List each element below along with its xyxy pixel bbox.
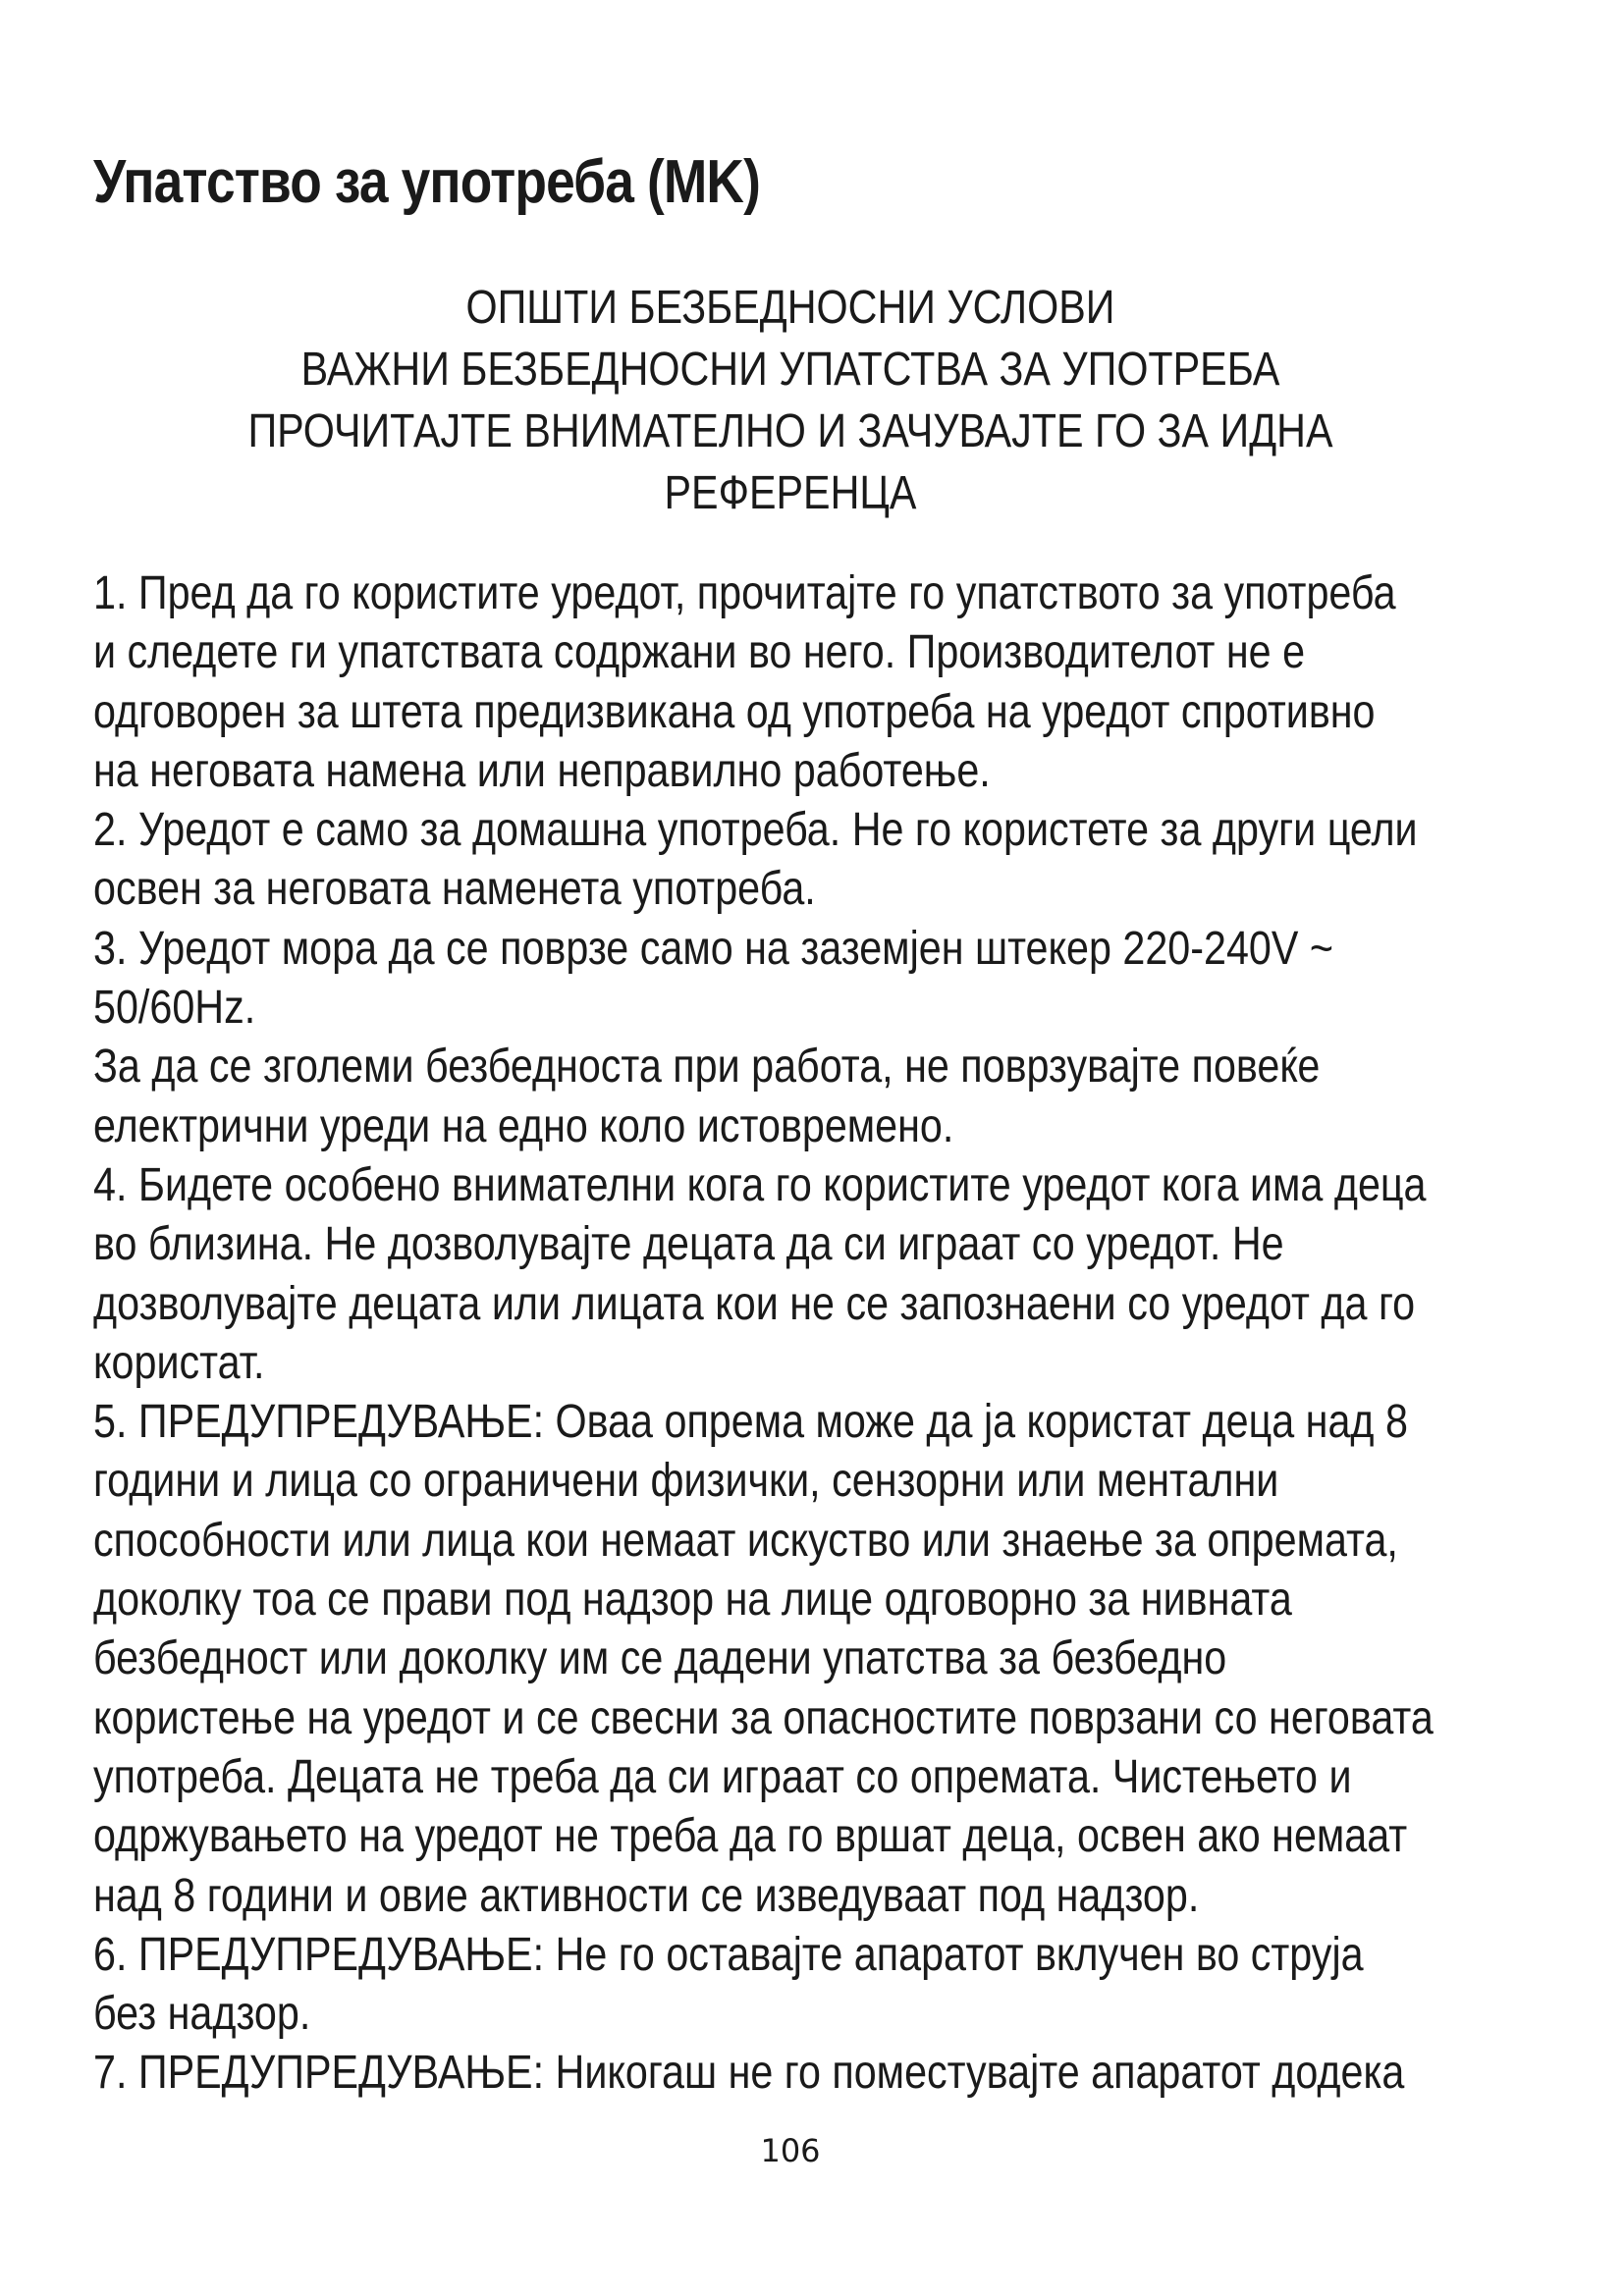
text-line: 4. Бидете особено внимателни кога го користите уредот кога има деца [93, 1158, 1427, 1211]
text-line: 7. ПРЕДУПРЕДУВАЊЕ: Никогаш не го поместувајте апаратот додека [93, 2047, 1405, 2100]
text-line: во близина. Не дозволувајте децата да си играат со уредот. Не [93, 1218, 1284, 1271]
text-line: години и лица со ограничени физички, сензорни или ментални [93, 1455, 1279, 1508]
instructions-body [93, 564, 1624, 2104]
text-line: и следете ги упатствата содржани во него. Производителот не е [93, 626, 1306, 679]
text-line: електрични уреди на едно коло истовремено. [93, 1099, 954, 1152]
text-line: користат. [93, 1336, 265, 1389]
text-line: 50/60Hz. [93, 982, 256, 1035]
text-line: 2. Уредот е само за домашна употреба. Не го користете за други цели [93, 804, 1418, 857]
text-line: За да се зголеми безбедноста при работа, не поврзувајте повеќе [93, 1041, 1321, 1094]
text-line: доколку тоа се прави под надзор на лице одговорно за нивната [93, 1574, 1292, 1627]
text-line: способности или лица кои немаат искуство или знаење за опремата, [93, 1514, 1398, 1567]
heading-line: ВАЖНИ БЕЗБЕДНОСНИ УПАТСТВА ЗА УПОТРЕБА [300, 344, 1280, 396]
text-line: 5. ПРЕДУПРЕДУВАЊЕ: Оваа опрема може да ја користат деца над 8 [93, 1396, 1408, 1449]
text-line: на неговата намена или неправилно работење. [93, 744, 991, 797]
heading-line: ПРОЧИТАЈТЕ ВНИМАТЕЛНО И ЗАЧУВАЈТЕ ГО ЗА ИДНА [247, 405, 1333, 457]
text-line: одржувањето на уредот не треба да го вршат деца, освен ако немаат [93, 1810, 1408, 1863]
text-line: одговорен за штета предизвикана од употреба на уредот спротивно [93, 685, 1376, 738]
text-line: 1. Пред да го користите уредот, прочитајте го упатството за употреба [93, 567, 1396, 619]
safety-heading [0, 277, 1581, 524]
page-title: Упатство за употреба (MK) [93, 148, 760, 216]
text-line: освен за неговата наменета употреба. [93, 863, 816, 916]
heading-line: РЕФЕРЕНЦА [664, 467, 917, 519]
text-line: 3. Уредот мора да се поврзе само на заземјен штекер 220-240V ~ [93, 922, 1333, 975]
text-line: над 8 години и овие активности се изведуваат под надзор. [93, 1869, 1200, 1922]
page-number: 106 [760, 2132, 821, 2169]
text-line: 6. ПРЕДУПРЕДУВАЊЕ: Не го оставајте апаратот вклучен во струја [93, 1928, 1364, 1981]
text-line: користење на уредот и се свесни за опасностите поврзани со неговата [93, 1691, 1434, 1744]
text-line: употреба. Децата не треба да си играат со опремата. Чистењето и [93, 1750, 1352, 1803]
text-line: безбедност или доколку им се дадени упатства за безбедно [93, 1632, 1227, 1685]
heading-line: ОПШТИ БЕЗБЕДНОСНИ УСЛОВИ [465, 282, 1115, 334]
text-line: без надзор. [93, 1988, 311, 2041]
text-line: дозволувајте децата или лицата кои не се запознаени со уредот да го [93, 1277, 1416, 1330]
